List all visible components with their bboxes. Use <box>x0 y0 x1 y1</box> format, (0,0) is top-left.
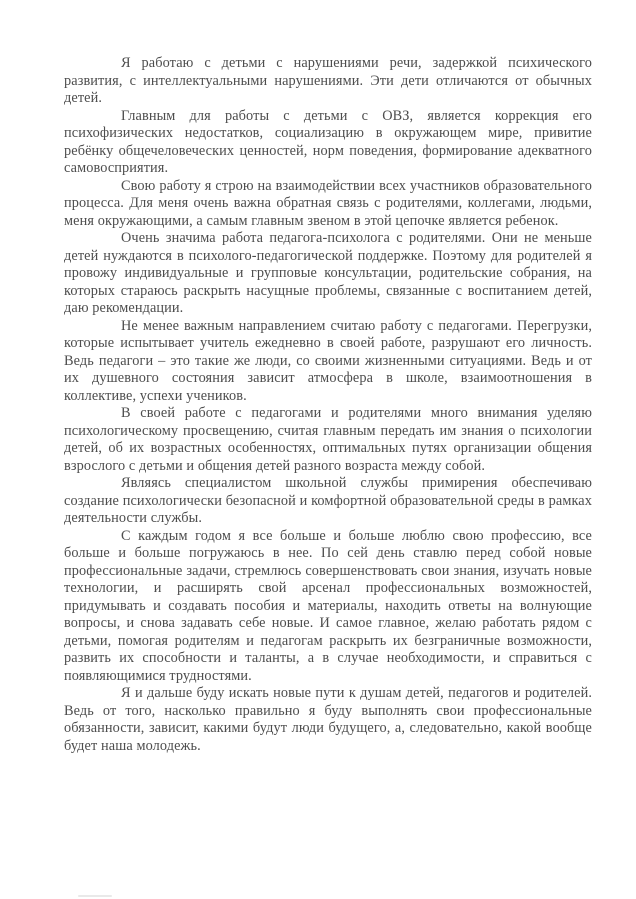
paragraph: Являясь специалистом школьной службы примирения обеспечиваю создание психологически безопасной и комфортной образовательной среды в рамках деятельности службы. <box>64 475 592 526</box>
paragraph: Главным для работы с детьми с ОВЗ, является коррекция его психофизических недостатков, социализацию в окружающем мире, привитие ребёнку общечеловеческих ценностей, норм поведения, формирование адекватного самовосприятия. <box>64 107 592 176</box>
paragraph: С каждым годом я все больше и больше люблю свою профессию, все больше и больше погружаюсь в нее. По сей день ставлю перед собой новые профессиональные задачи, стремлюсь совершенствовать свои знания, изучать новые технологии, и расширять свой арсенал профессиональных возможностей, придумывать и создавать пособия и материалы, находить ответы на волнующие вопросы, и снова задавать себе новые. И самое главное, желаю работать рядом с детьми, помогая родителям и педагогам раскрыть их безграничные возможности, развить их способности и таланты, а в случае необходимости, и справиться с появляющимися трудностями. <box>64 527 592 684</box>
paragraph: Очень значима работа педагога-психолога с родителями. Они не меньше детей нуждаются в психолого-педагогической поддержке. Поэтому для родителей я провожу индивидуальные и групповые консультации, родительские собрания, на которых стараюсь раскрыть насущные проблемы, связанные с воспитанием детей, даю рекомендации. <box>64 230 592 316</box>
essay-text-block <box>64 55 592 755</box>
scan-artifact <box>78 895 112 897</box>
paragraph: Я и дальше буду искать новые пути к душам детей, педагогов и родителей. Ведь от того, насколько правильно я буду выполнять свои профессиональные обязанности, зависит, какими будут люди будущего, а, следовательно, какой вообще будет наша молодежь. <box>64 685 592 754</box>
paragraph: В своей работе с педагогами и родителями много внимания уделяю психологическому просвещению, считая главным передать им знания о психологии детей, об их возрастных особенностях, оптимальных путях организации общения взрослого с детьми и общения детей разного возраста между собой. <box>64 405 592 474</box>
paragraph: Свою работу я строю на взаимодействии всех участников образовательного процесса. Для меня очень важна обратная связь с родителями, коллегами, людьми, меня окружающими, а самым главным звеном в этой цепочке является ребенок. <box>64 177 592 229</box>
paragraph: Не менее важным направлением считаю работу с педагогами. Перегрузки, которые испытывает учитель ежедневно в своей работе, разрушают его личность. Ведь педагоги – это такие же люди, со своими жизненными ситуациями. Ведь и от их душевного состояния зависит атмосфера в школе, взаимоотношения в коллективе, успехи учеников. <box>64 317 592 404</box>
paragraph: Я работаю с детьми с нарушениями речи, задержкой психического развития, с интеллектуальными нарушениями. Эти дети отличаются от обычных детей. <box>64 55 592 106</box>
